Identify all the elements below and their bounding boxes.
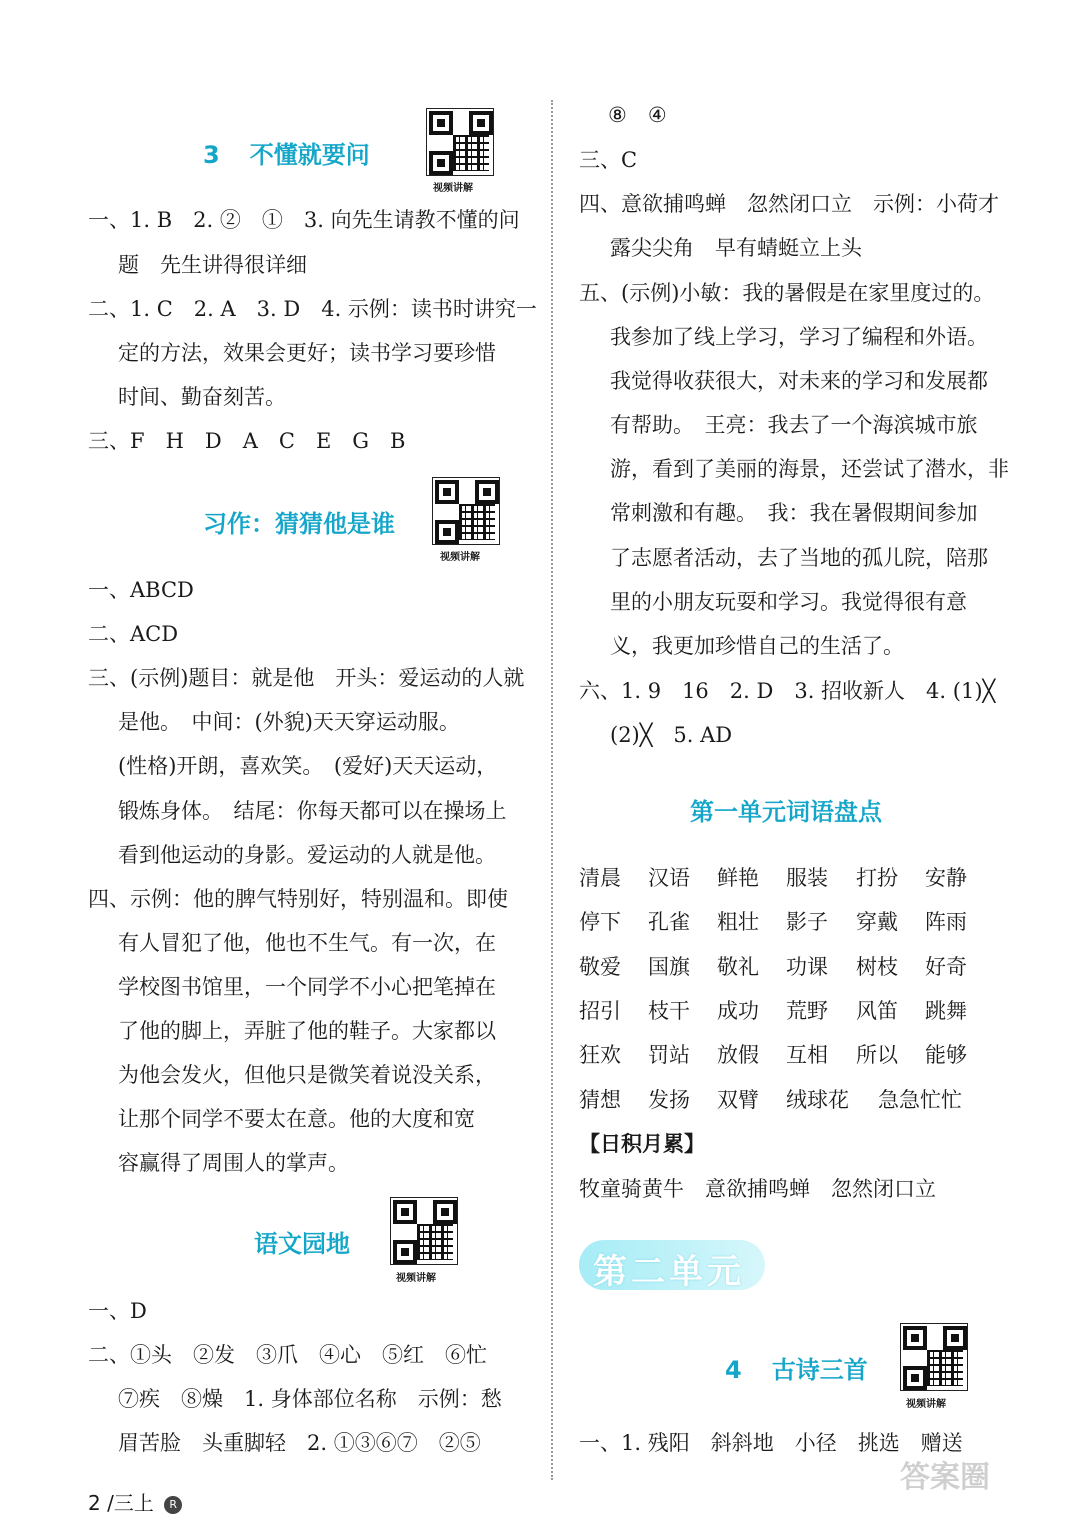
qr-label: 视频讲解 [396, 1273, 436, 1284]
qr-code-icon[interactable] [390, 1197, 458, 1265]
lesson-number: 3 [203, 141, 220, 169]
answer-line: 了他的脚上，弄脏了他的鞋子。大家都以 [118, 1019, 496, 1043]
answer-line: 我参加了线上学习，学习了编程和外语。 [610, 325, 988, 349]
section-title-4 [725, 1350, 868, 1385]
section-title-yuandi: 语文园地 [254, 1230, 350, 1258]
answer-line: 容赢得了周围人的掌声。 [118, 1151, 349, 1175]
vocab-word: 鲜艳 [717, 866, 759, 890]
page-number: 2 [88, 1491, 101, 1515]
answer-line: 时间、勤奋刻苦。 [118, 385, 286, 409]
answer-line: 三、C [579, 148, 638, 172]
vocab-word: 发扬 [648, 1088, 690, 1112]
answer-line: 二、1. C 2. A 3. D 4. 示例：读书时讲究一 [88, 297, 537, 321]
answer-line: 露尖尖角 早有蜻蜓立上头 [610, 236, 862, 260]
section-title-3 [203, 135, 370, 170]
answer-line: 三、F H D A C E G B [88, 429, 406, 453]
answer-line: 五、(示例)小敏：我的暑假是在家里度过的。 [579, 281, 995, 305]
answer-line: 常刺激和有趣。 我：我在暑假期间参加 [610, 501, 978, 525]
vocab-word: 清晨 [579, 866, 621, 890]
qr-label: 视频讲解 [433, 183, 473, 194]
vocab-word: 荒野 [786, 999, 828, 1023]
answer-line: 义，我更加珍惜自己的生活了。 [610, 634, 904, 658]
answer-line: 学校图书馆里，一个同学不小心把笔掉在 [118, 975, 496, 999]
answer-line: ⑦疾 ⑧燥 1. 身体部位名称 示例：愁 [118, 1387, 502, 1411]
answer-line: 看到他运动的身影。爱运动的人就是他。 [118, 843, 496, 867]
page-footer [88, 1487, 182, 1516]
answer-line: 定的方法，效果会更好；读书学习要珍惜 [118, 341, 496, 365]
vocab-word: 汉语 [648, 866, 690, 890]
answer-line: 游，看到了美丽的海景，还尝试了潜水，非 [610, 457, 1009, 481]
answer-line: 让那个同学不要太在意。他的大度和宽 [118, 1107, 475, 1131]
answer-line: 三、(示例)题目：就是他 开头：爱运动的人就 [88, 666, 525, 690]
vocab-word: 枝干 [648, 999, 690, 1023]
vocab-word: 安静 [925, 866, 967, 890]
vocab-word: 跳舞 [925, 999, 967, 1023]
answer-line: 了志愿者活动，去了当地的孤儿院，陪那 [610, 546, 988, 570]
vocab-word: 风笛 [856, 999, 898, 1023]
vocab-word: 双臂 [717, 1088, 759, 1112]
vocab-word: 狂欢 [579, 1043, 621, 1067]
lesson-title: 古诗三首 [771, 1356, 868, 1384]
vocab-word: 猜想 [579, 1088, 621, 1112]
answer-line: 锻炼身体。 结尾：你每天都可以在操场上 [118, 799, 507, 823]
answer-line: 四、意欲捕鸣蝉 忽然闭口立 示例：小荷才 [579, 192, 999, 216]
unit-banner-text: 第二单元 [593, 1252, 745, 1292]
qr-code-icon[interactable] [432, 477, 500, 545]
answer-line: 眉苦脸 头重脚轻 2. ①③⑥⑦ ②⑤ [118, 1431, 481, 1455]
column-divider [551, 100, 553, 1480]
vocab-word: 放假 [717, 1043, 759, 1067]
qr-label: 视频讲解 [440, 552, 480, 563]
vocab-word: 国旗 [648, 955, 690, 979]
vocab-word: 树枝 [856, 955, 898, 979]
vocab-word: 急急忙忙 [878, 1088, 962, 1112]
lesson-title: 不懂就要问 [249, 141, 370, 169]
answer-line: 有人冒犯了他，他也不生气。有一次，在 [118, 931, 496, 955]
vocab-word: 停下 [579, 910, 621, 934]
vocab-word: 能够 [925, 1043, 967, 1067]
answer-line: 有帮助。 王亮：我去了一个海滨城市旅 [610, 413, 978, 437]
answer-line: 四、示例：他的脾气特别好，特别温和。即使 [88, 887, 508, 911]
qr-code-icon[interactable] [900, 1323, 968, 1391]
vocab-word: 好奇 [925, 955, 967, 979]
vocab-word: 功课 [786, 955, 828, 979]
vocab-section-title: 第一单元词语盘点 [690, 798, 882, 826]
qr-code-icon[interactable] [426, 108, 494, 176]
answer-line: 一、ABCD [88, 578, 194, 602]
vocab-word: 影子 [786, 910, 828, 934]
lesson-number: 4 [725, 1356, 742, 1384]
vocab-word: 穿戴 [856, 910, 898, 934]
answer-line: ⑧ ④ [608, 103, 667, 127]
vocab-word: 绒球花 [786, 1088, 849, 1112]
vocab-word: 服装 [786, 866, 828, 890]
unit-banner [579, 1240, 765, 1290]
answer-line: 一、1. 残阳 斜斜地 小径 挑选 赠送 [579, 1431, 963, 1455]
accum-line: 牧童骑黄牛 意欲捕鸣蝉 忽然闭口立 [579, 1177, 936, 1201]
vocab-word: 打扮 [856, 866, 898, 890]
vocab-word: 粗壮 [717, 910, 759, 934]
watermark: 答案圈 [900, 1460, 990, 1495]
grade-label: /三上 [107, 1491, 154, 1515]
vocab-word: 敬爱 [579, 955, 621, 979]
vocab-word: 成功 [717, 999, 759, 1023]
vocab-word: 互相 [786, 1043, 828, 1067]
vocab-word: 招引 [579, 999, 621, 1023]
vocab-word: 罚站 [648, 1043, 690, 1067]
vocab-word: 阵雨 [925, 910, 967, 934]
vocab-word: 敬礼 [717, 955, 759, 979]
vocab-word: 所以 [856, 1043, 898, 1067]
answer-line: 二、ACD [88, 622, 179, 646]
answer-line: (2)╳ 5. AD [610, 723, 733, 747]
qr-label: 视频讲解 [906, 1399, 946, 1410]
answer-line: 是他。 中间：(外貌)天天穿运动服。 [118, 710, 460, 734]
answer-line: 一、1. B 2. ② ① 3. 向先生请教不懂的问 [88, 208, 520, 232]
answer-line: 二、①头 ②发 ③爪 ④心 ⑤红 ⑥忙 [88, 1343, 487, 1367]
answer-line: 为他会发火，但他只是微笑着说没关系， [118, 1063, 496, 1087]
vocab-word: 孔雀 [648, 910, 690, 934]
answer-line: (性格)开朗，喜欢笑。 (爱好)天天运动， [118, 754, 498, 778]
answer-line: 题 先生讲得很详细 [118, 253, 307, 277]
answer-line: 六、1. 9 16 2. D 3. 招收新人 4. (1)╳ [579, 679, 996, 703]
section-title-writing: 习作：猜猜他是谁 [203, 510, 395, 538]
answer-line: 我觉得收获很大，对未来的学习和发展都 [610, 369, 988, 393]
edition-badge-icon: R [164, 1496, 182, 1514]
accum-title: 【日积月累】 [579, 1132, 705, 1156]
answer-line: 里的小朋友玩耍和学习。我觉得很有意 [610, 590, 967, 614]
answer-line: 一、D [88, 1299, 147, 1323]
